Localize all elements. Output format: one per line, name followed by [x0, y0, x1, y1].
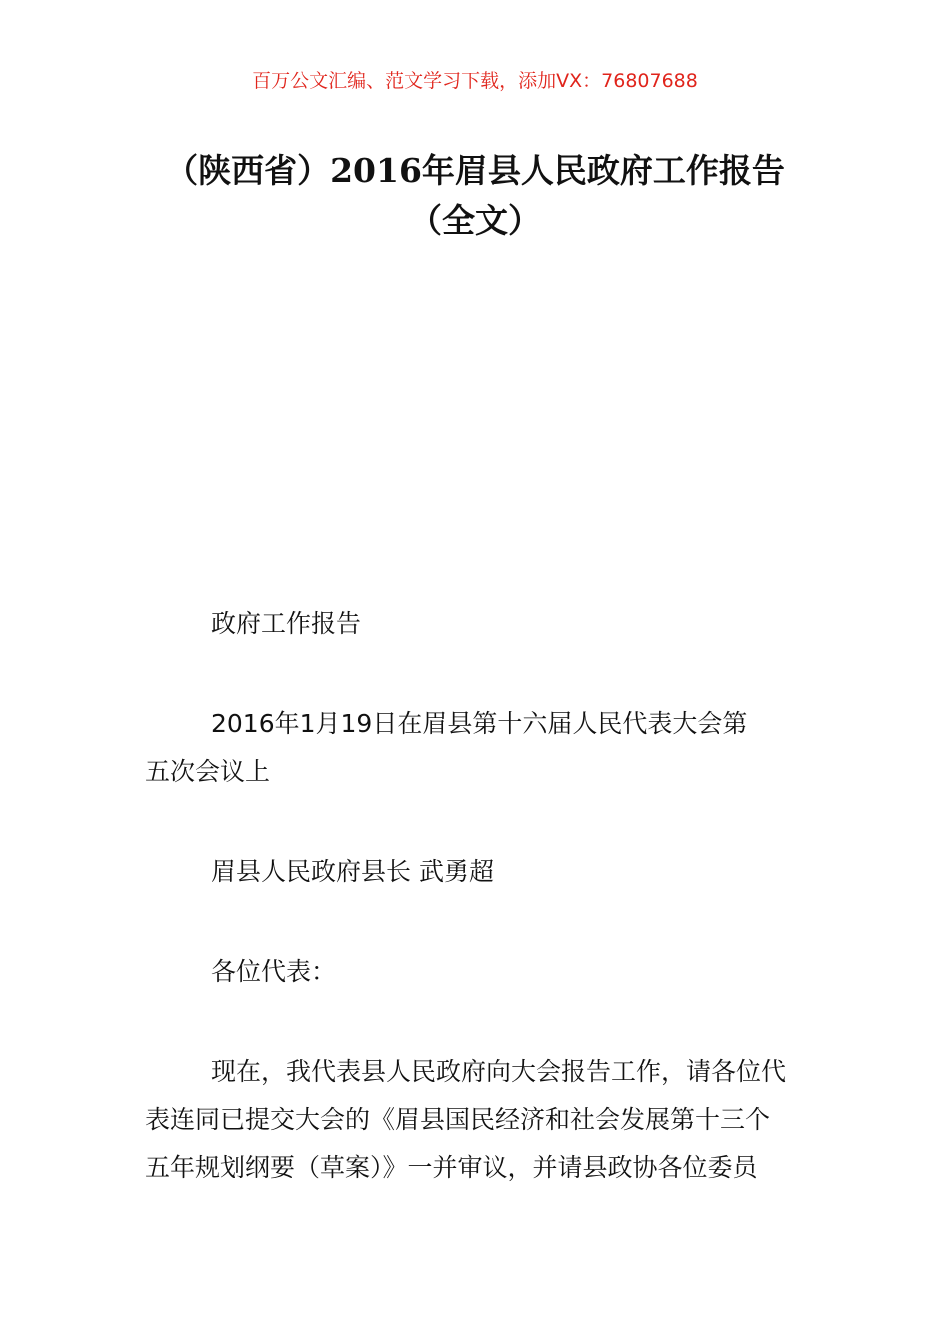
- report-heading-paragraph: [145, 600, 805, 648]
- opening-line-3: 五年规划纲要（草案）》一并审议，并请县政协各位委员: [145, 1153, 758, 1182]
- meeting-date-line-2: 五次会议上: [145, 757, 271, 786]
- title-line-1: （陕西省）2016年眉县人民政府工作报告: [165, 151, 785, 190]
- meeting-date-line-1: 2016年1月19日在眉县第十六届人民代表大会第: [211, 709, 748, 738]
- header-watermark-note: 百万公文汇编、范文学习下载，添加VX：76807688: [252, 70, 698, 92]
- salutation-paragraph: [145, 948, 805, 996]
- speaker-paragraph: [145, 848, 805, 896]
- salutation-line: 各位代表：: [211, 957, 337, 986]
- report-heading: 政府工作报告: [211, 609, 362, 638]
- speaker-line: 眉县人民政府县长 武勇超: [211, 857, 494, 886]
- title-line-2: （全文）: [409, 201, 541, 240]
- opening-paragraph: [145, 1048, 805, 1192]
- opening-line-2: 表连同已提交大会的《眉县国民经济和社会发展第十三个: [145, 1105, 771, 1134]
- opening-line-1: 现在，我代表县人民政府向大会报告工作，请各位代: [211, 1057, 787, 1086]
- document-title: [120, 146, 830, 246]
- meeting-date-paragraph: [145, 700, 805, 796]
